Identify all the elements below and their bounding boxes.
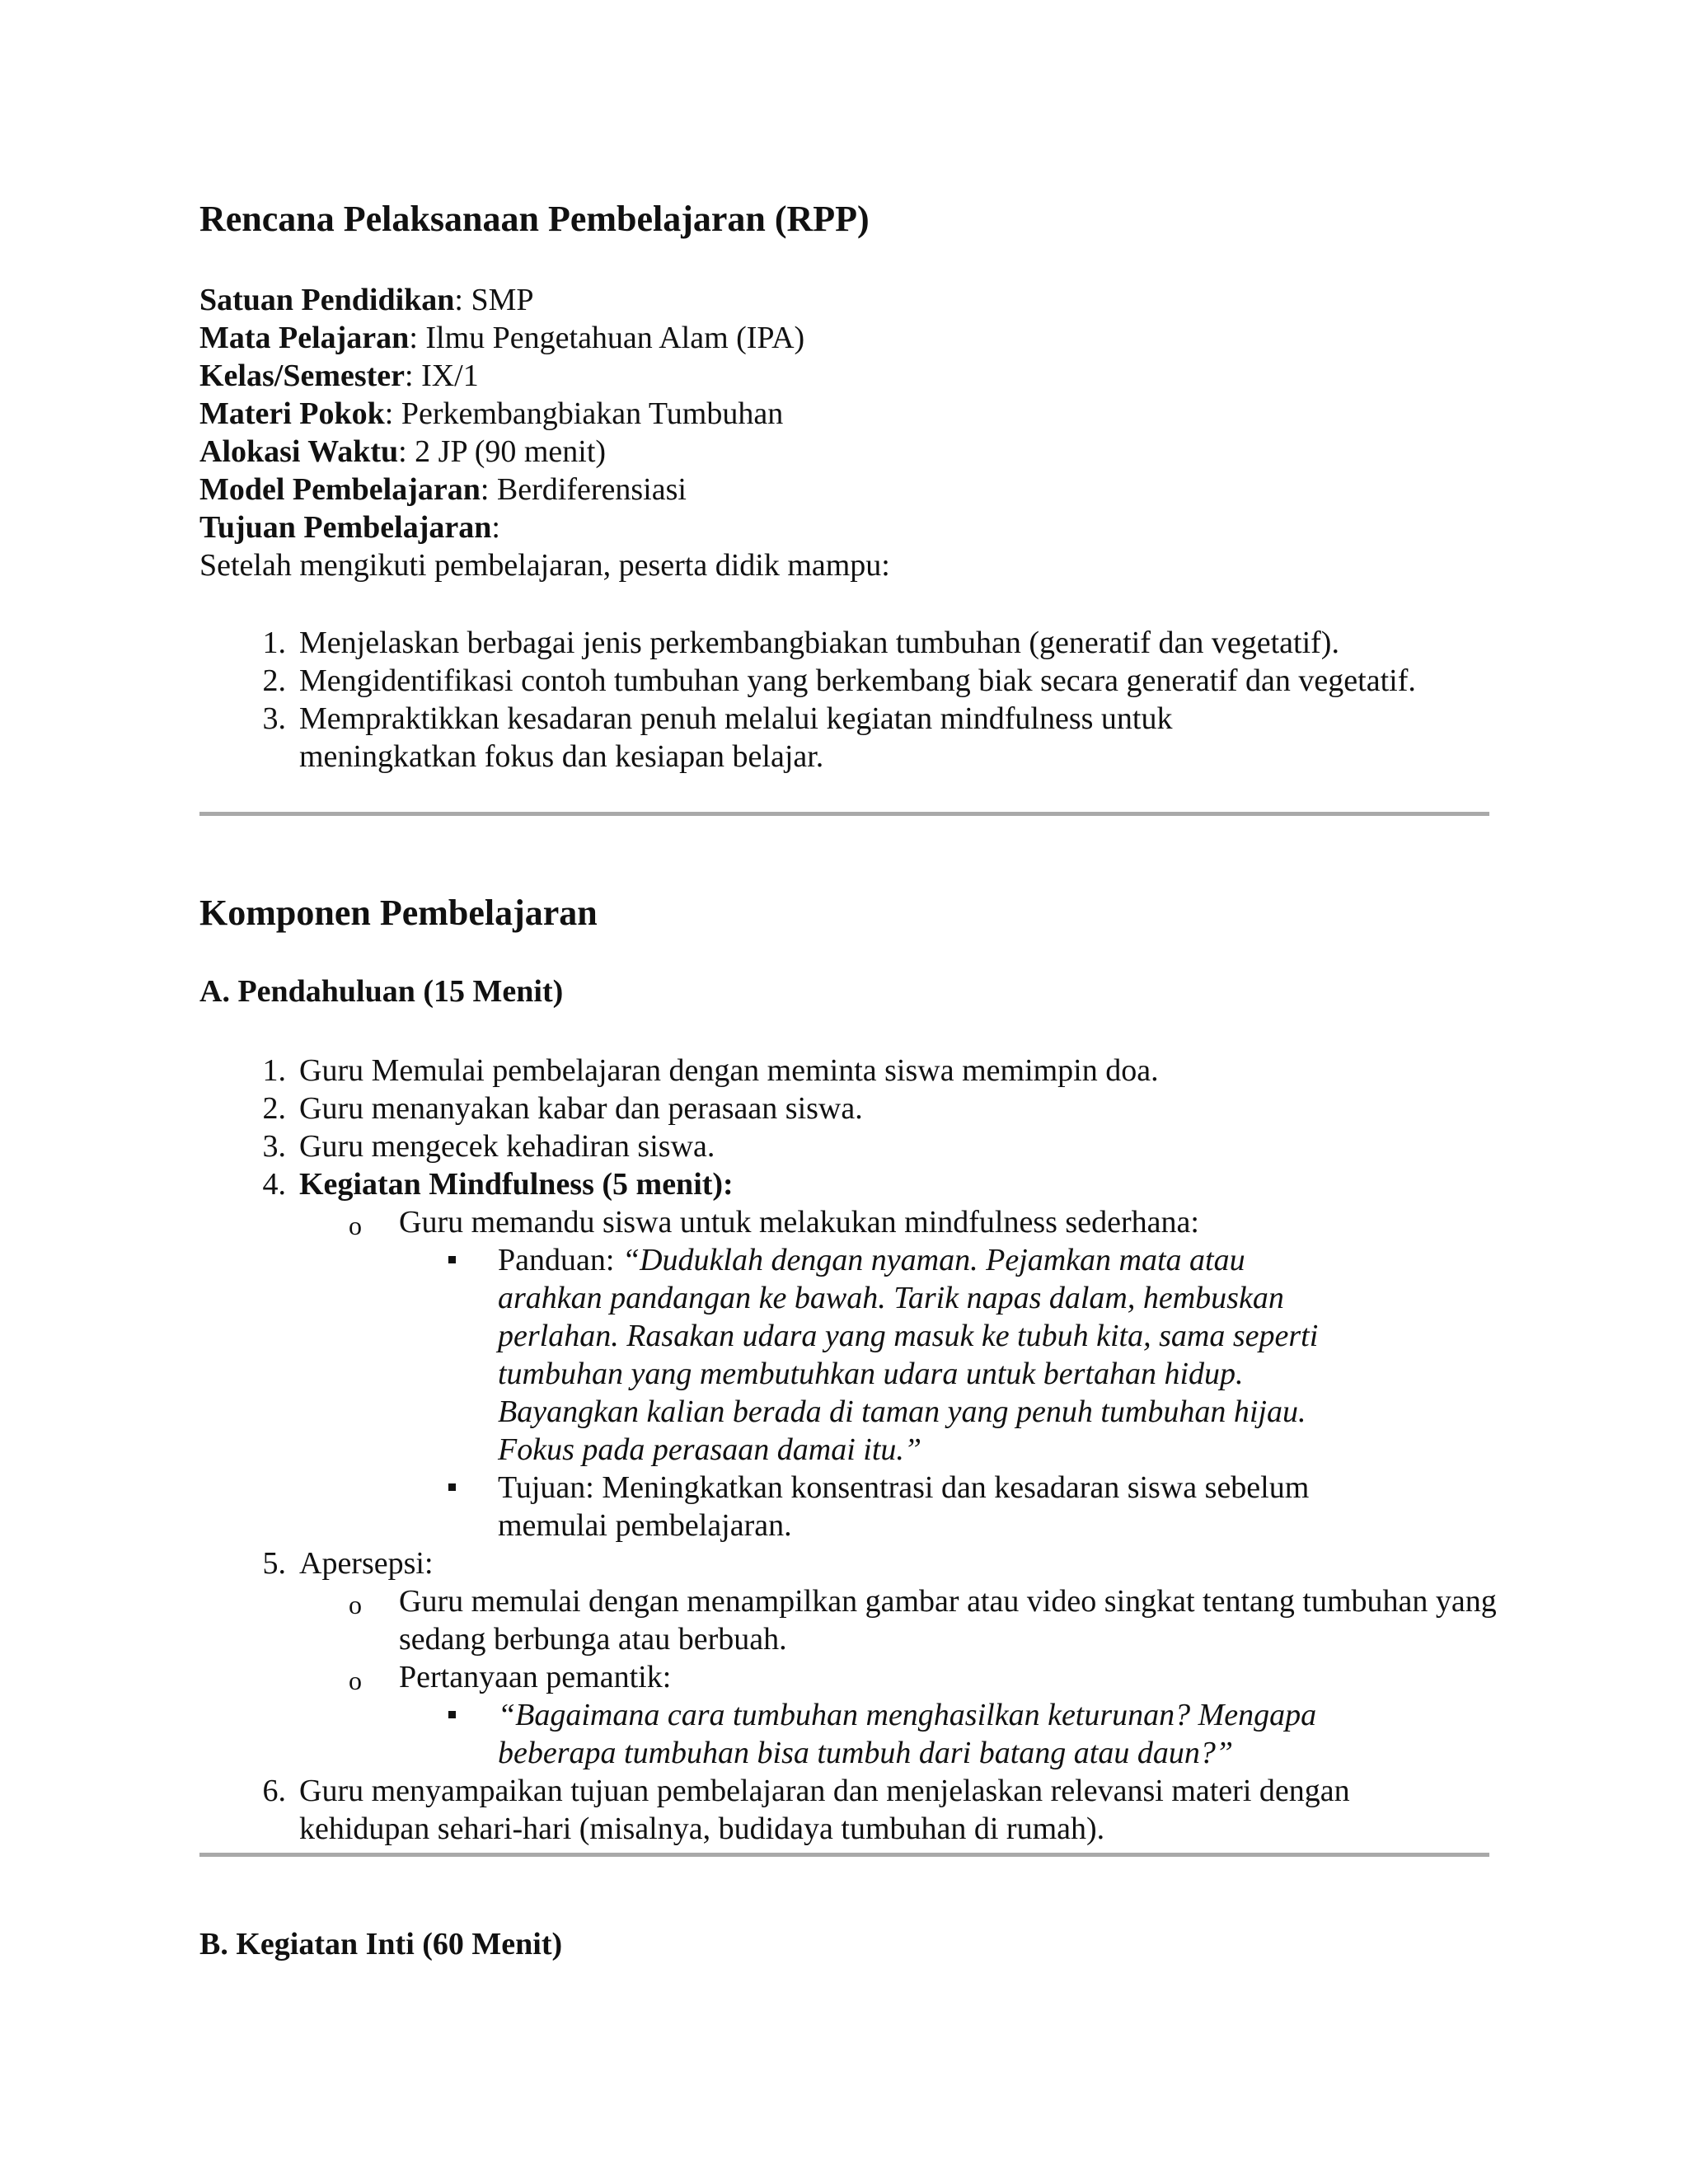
title-block <box>199 198 870 241</box>
list-number: 6. <box>262 1774 286 1808</box>
komponen-block <box>199 892 598 935</box>
meta-value: : Ilmu Pengetahuan Alam (IPA) <box>409 321 805 355</box>
meta-label: Mata Pelajaran <box>199 321 410 355</box>
meta-satuan-pendidikan <box>199 281 890 319</box>
list-item-text: Mengidentifikasi contoh tumbuhan yang berkembang biak secara generatif dan vegetatif. <box>299 663 1416 698</box>
square-bullet-icon <box>448 1483 456 1491</box>
meta-label: Kelas/Semester <box>199 359 406 393</box>
list-item <box>199 1090 1489 1127</box>
question-text: “Bagaimana cara tumbuhan menghasilkan keturunan? Mengapa beberapa tumbuhan bisa tumbuh dari batang atau daun?” <box>498 1698 1317 1770</box>
pendahuluan-heading-block <box>199 972 563 1010</box>
panduan-text: “Duduklah dengan nyaman. Pejamkan mata atau arahkan pandangan ke bawah. Tarik napas dalam, hembuskan perlahan. Rasakan udara yang masuk ke tubuh kita, sama seperti tumbuhan yang membutuhkan udara untuk bertahan hidup. Bayangkan kalian berada di taman yang penuh tumbuhan hijau. Fokus pada perasaan damai itu.” <box>498 1243 1319 1467</box>
meta-value: : IX/1 <box>405 359 479 393</box>
list-item-text: Apersepsi: <box>299 1546 434 1581</box>
list-number: 3. <box>262 701 286 736</box>
sub-item-text: Pertanyaan pemantik: <box>399 1660 672 1694</box>
list-number: 5. <box>262 1546 286 1581</box>
list-number: 4. <box>262 1167 286 1202</box>
circle-bullet-icon: o <box>349 1666 362 1695</box>
meta-value: : Perkembangbiakan Tumbuhan <box>384 396 784 431</box>
list-item-text: Mempraktikkan kesadaran penuh melalui kegiatan mindfulness untuk meningkatkan fokus dan kesiapan belajar. <box>299 701 1173 774</box>
page-title: Rencana Pelaksanaan Pembelajaran (RPP) <box>199 199 870 239</box>
meta-label: Alokasi Waktu <box>199 434 399 469</box>
list-item-text: Guru menyampaikan tujuan pembelajaran dan menjelaskan relevansi materi dengan kehidupan sehari-hari (misalnya, budidaya tumbuhan di rumah). <box>299 1774 1350 1846</box>
list-number: 1. <box>262 626 286 660</box>
meta-materi-pokok <box>199 395 890 433</box>
subsection-title: B. Kegiatan Inti (60 Menit) <box>199 1927 563 1961</box>
circle-bullet-icon: o <box>349 1211 362 1240</box>
meta-value: : SMP <box>454 283 534 317</box>
sub-item-text: Guru memandu siswa untuk melakukan mindfulness sederhana: <box>399 1205 1199 1240</box>
sub-sub-item <box>199 1469 1347 1544</box>
circle-bullet-icon: o <box>349 1590 362 1619</box>
tujuan-list <box>199 624 1489 776</box>
tujuan-intro: Setelah mengikuti pembelajaran, peserta didik mampu: <box>199 548 890 583</box>
pendahuluan-list <box>199 1052 1497 1848</box>
meta-model-pembelajaran <box>199 471 890 509</box>
square-bullet-icon <box>448 1711 456 1718</box>
list-item <box>199 1127 1489 1165</box>
list-number: 2. <box>262 1091 286 1126</box>
meta-alokasi-waktu <box>199 433 890 471</box>
list-item <box>199 1052 1489 1090</box>
list-number: 3. <box>262 1129 286 1164</box>
list-item-text: Guru Memulai pembelajaran dengan meminta siswa memimpin doa. <box>299 1053 1159 1088</box>
sub-sub-item <box>199 1696 1347 1772</box>
meta-tujuan-pembelajaran <box>199 509 890 546</box>
sub-item <box>199 1582 1503 1658</box>
section-title: Komponen Pembelajaran <box>199 893 598 933</box>
list-item <box>199 1772 1387 1848</box>
meta-label: Materi Pokok <box>199 396 385 431</box>
subsection-title: A. Pendahuluan (15 Menit) <box>199 974 564 1009</box>
list-item <box>199 662 1489 700</box>
tujuan-text: Tujuan: Meningkatkan konsentrasi dan kesadaran siswa sebelum memulai pembelajaran. <box>498 1470 1310 1543</box>
meta-mata-pelajaran <box>199 319 890 357</box>
meta-label: Tujuan Pembelajaran <box>199 510 492 545</box>
list-item <box>199 1544 1497 1772</box>
square-bullet-icon <box>448 1256 456 1263</box>
list-item <box>199 1165 1489 1544</box>
list-item <box>199 700 1321 776</box>
meta-block <box>199 281 890 584</box>
meta-kelas-semester <box>199 357 890 395</box>
list-number: 2. <box>262 663 286 698</box>
inti-heading-block <box>199 1925 562 1963</box>
list-item-text: Kegiatan Mindfulness (5 menit): <box>299 1167 734 1202</box>
meta-value: : Berdiferensiasi <box>480 472 687 507</box>
divider <box>199 812 1489 816</box>
sub-item-text: Guru memulai dengan menampilkan gambar atau video singkat tentang tumbuhan yang sedang berbunga atau berbuah. <box>399 1584 1497 1657</box>
meta-value: : 2 JP (90 menit) <box>398 434 607 469</box>
list-item-text: Guru mengecek kehadiran siswa. <box>299 1129 715 1164</box>
list-item <box>199 624 1489 662</box>
meta-label: Model Pembelajaran <box>199 472 481 507</box>
sub-sub-item <box>199 1241 1326 1469</box>
list-number: 1. <box>262 1053 286 1088</box>
divider <box>199 1853 1489 1857</box>
sub-item <box>199 1203 1489 1241</box>
list-item-text: Menjelaskan berbagai jenis perkembangbiakan tumbuhan (generatif dan vegetatif). <box>299 626 1339 660</box>
meta-value: : <box>491 510 500 545</box>
meta-label: Satuan Pendidikan <box>199 283 455 317</box>
sub-item <box>199 1658 1489 1696</box>
list-item-text: Guru menanyakan kabar dan perasaan siswa. <box>299 1091 863 1126</box>
panduan-label: Panduan: <box>498 1243 622 1277</box>
